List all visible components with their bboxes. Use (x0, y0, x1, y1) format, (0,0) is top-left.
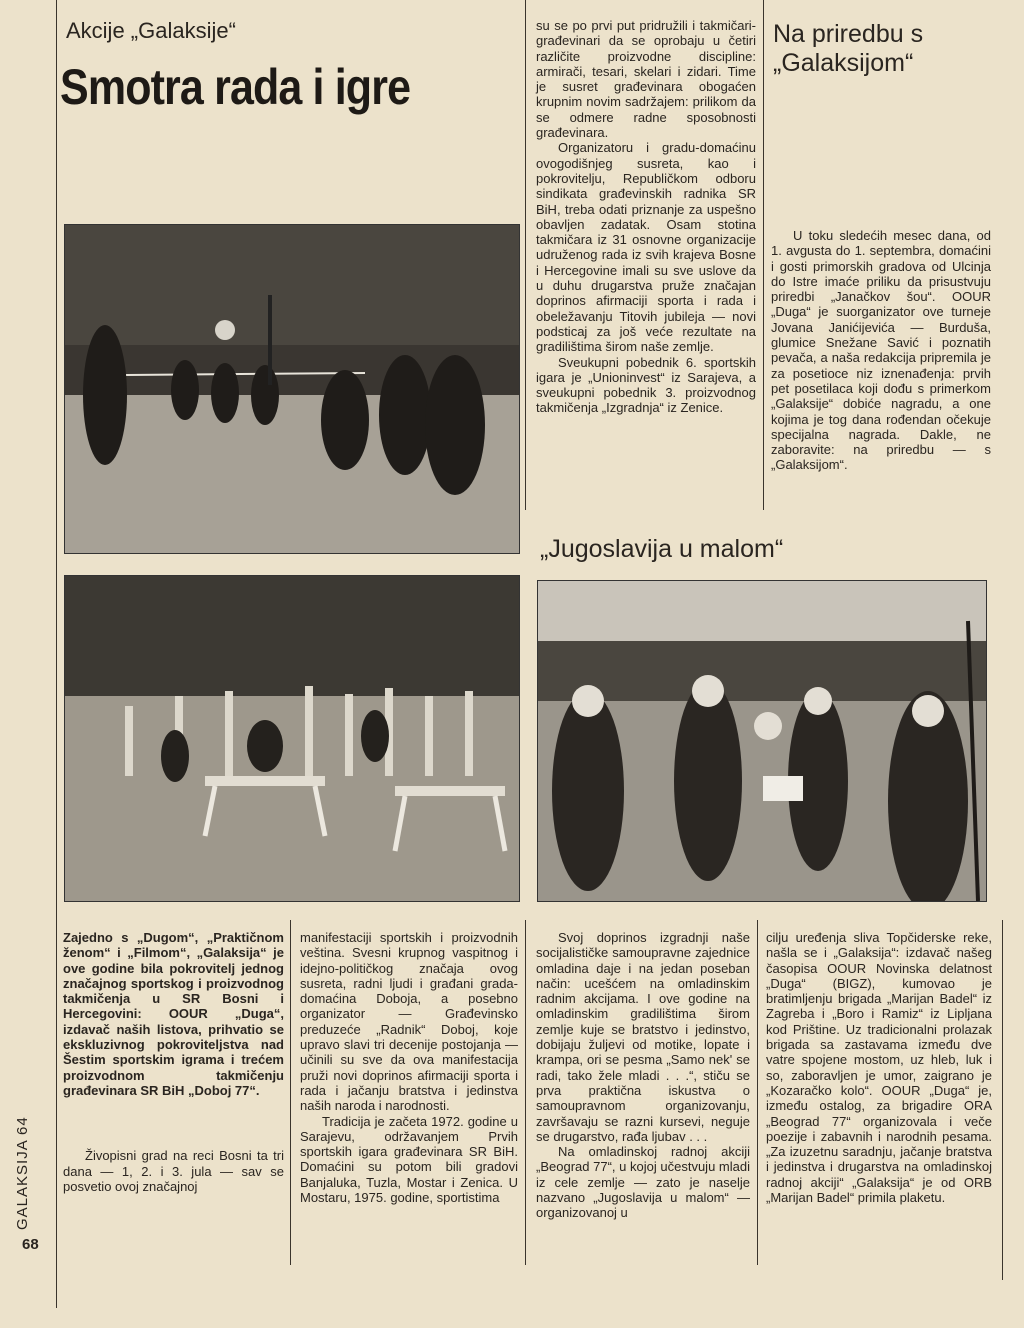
page-number: 68 (22, 1236, 39, 1253)
sidebar-column (771, 228, 991, 473)
column-rule-4 (525, 920, 526, 1265)
column-rule-2 (763, 0, 764, 510)
column-rule-5 (757, 920, 758, 1265)
photo-youth-brigade (537, 580, 987, 902)
sidebar-paragraph: U toku sledećih mesec dana, od 1. avgusta do 1. septembra, domaćini i gosti primorskih gradova od Ulcinja do Istre imaće priliku da prisustvuju priredbi „Janačkov šou“. OOUR „Duga“ je suorganizator ove turneje Jovana Janićijevića — Burduša, glumice Snežane Savić i poznatih pevača, a naša redakcija pripremila je za posetioce niz iznenađenja: prvih pet posetilaca koji dođu s primerkom „Galaksije“ dobiće nagradu, a one kojima je tog dana rođendan očekuje specijalna nagrada. Dakle, ne zaboravite: na priredbu — s „Galaksijom“. (771, 228, 991, 473)
article-column-2 (300, 930, 518, 1205)
magazine-folio: GALAKSIJA 64 (14, 1116, 31, 1230)
article-paragraph: manifestaciji sportskih i proizvodnih veština. Svesni krupnog vaspitnog i idejno-političkog značaja ovog susreta, radni ljudi i građani grada-domaćina Doboja, a posebno organizator — Građevinsko preduzeće „Radnik“ Doboj, koje upravo slavi tri decenije postojanja — učinili su sve da ova manifestacija pruži novi doprinos afirmaciji sporta i rada i jačanju bratstva i jedinstva naših naroda i narodnosti. (300, 930, 518, 1114)
photo-carpentry-competition (64, 575, 520, 902)
right-margin-rule (1002, 920, 1003, 1280)
column-rule-1 (525, 0, 526, 510)
article-paragraph: su se po prvi put pridružili i takmičari-građevinari da se oprobaju u četiri različite proizvodne discipline: armirači, tesari, skelari i zidari. Time je susret građevinara obogaćen krupnim novim sadržajem: prilikom da se odmere radne sposobnosti građevinara. (536, 18, 756, 141)
article-kicker: Akcije „Galaksije“ (66, 18, 236, 43)
left-margin-rule (56, 0, 57, 1308)
article2-title: „Jugoslavija u malom“ (540, 535, 784, 563)
article-paragraph: Živopisni grad na reci Bosni ta tri dana — 1, 2. i 3. jula — sav se posvetio ovoj značajnoj (63, 1148, 284, 1194)
article2-paragraph: Na omladinskoj radnoj akciji „Beograd 77“, u kojoj učestvuju mladi iz cele zemlje — zato je naselje nazvano „Jugoslavija u malom“ — organizovanoj u (536, 1144, 750, 1221)
photo-tug-of-war (64, 224, 520, 554)
article-column-top (536, 18, 756, 416)
column-rule-3 (290, 920, 291, 1265)
article2-paragraph: Svoj doprinos izgradnji naše socijalističke samoupravne zajednice omladina daje i na jedan poseban način: ucešćem na omladinskim radnim akcijama. I ove godine na omladinskim gradilištima širom zemlje kuje se bratstvo i jedinstvo, dobijaju žuljevi od motike, lopate i krampa, ori se pesma „Samo nek' se radi, tako žele mladi . . .“, stiču se prva praktična iskustva o samoupravnom organizovanju, završavaju se razni kursevi, neguje se drugarstvo, rađa ljubav . . . (536, 930, 750, 1144)
article2-column-1 (536, 930, 750, 1221)
brigade-image (538, 581, 986, 901)
carpentry-image (65, 576, 519, 901)
article-paragraph: Tradicija je začeta 1972. godine u Sarajevu, održavanjem Prvih sportskih igara građevinara SR BiH. Domaćini su potom bili gradovi Banjaluka, Tuzla, Mostar i Zenica. U Mostaru, 1975. godine, sportistima (300, 1113, 518, 1206)
sidebar-title: Na priredbu s „Galaksijom“ (773, 20, 924, 77)
article-paragraph: Organizatoru i gradu-domaćinu ovogodišnjeg susreta, kao i pokrovitelju, Republičkom odboru sindikata građevinskih radnika SR BiH, treba odati priznanje za uspešno obavljen zadatak. Osam stotina takmičara iz 31 osnovne organizacije udruženog rada iz svih krajeva Bosne i Hercegovine imali su sve uslove da u duhu drugarstva pruže značajan doprinos afirmaciji sporta i rada i obeležavanju Titovih jubileja — novi podsticaj za još veće rezultate na gradilištima širom naše zemlje. (536, 140, 756, 355)
article2-paragraph: cilju uređenja sliva Topčiderske reke, našla se i „Galaksija“: izdavač našeg časopisa OOUR Novinska delatnost „Duga“ (BIGZ), kumovao je bratimljenju brigada „Marijan Badel“ iz Zagreba i „Boro i Ramiz“ iz Lipljana kod Prištine. Uz tradicionalni prolazak brigada sa zastavama između dve vatre spojene mostom, uz hleb, luk i so, zaboravljen je umor, zaigrano je „Kozaračko kolo“. OOUR „Duga“ je, između ostalog, za brigadire ORA „Beograd 77“ organizovala i veče poezije i zabavnih i narodnih pesama. „Za izuzetnu saradnju, jačanje bratstva i jedinstva i drugarstva na omladinskoj radnoj akciji“ „Galaksija“ je od ORB „Marijan Badel“ primila plaketu. (766, 930, 992, 1206)
tug-of-war-image (65, 225, 519, 553)
article-column-1 (63, 930, 284, 1194)
article-paragraph: Sveukupni pobednik 6. sportskih igara je „Unioninvest“ iz Sarajeva, a sveukupni pobednik 3. proizvodnog takmičenja „Izgradnja“ iz Zenice. (536, 354, 756, 416)
article-headline: Smotra rada i igre (60, 59, 411, 115)
article-intro: Zajedno s „Dugom“, „Praktičnom ženom“ i „Filmom“, „Galaksija“ je ove godine bila pokrovitelj jednog značajnog sportskog i proizvodnog takmičenja u SR Bosni i Hercegovini: OOUR „Duga“, izdavač naših listova, prihvatio se ekskluzivnog pokroviteljstva nad Šestim sportskim igrama i trećem proizvodnom takmičenju građevinara SR BiH „Doboj 77“. (63, 930, 284, 1098)
article2-column-2 (766, 930, 992, 1205)
